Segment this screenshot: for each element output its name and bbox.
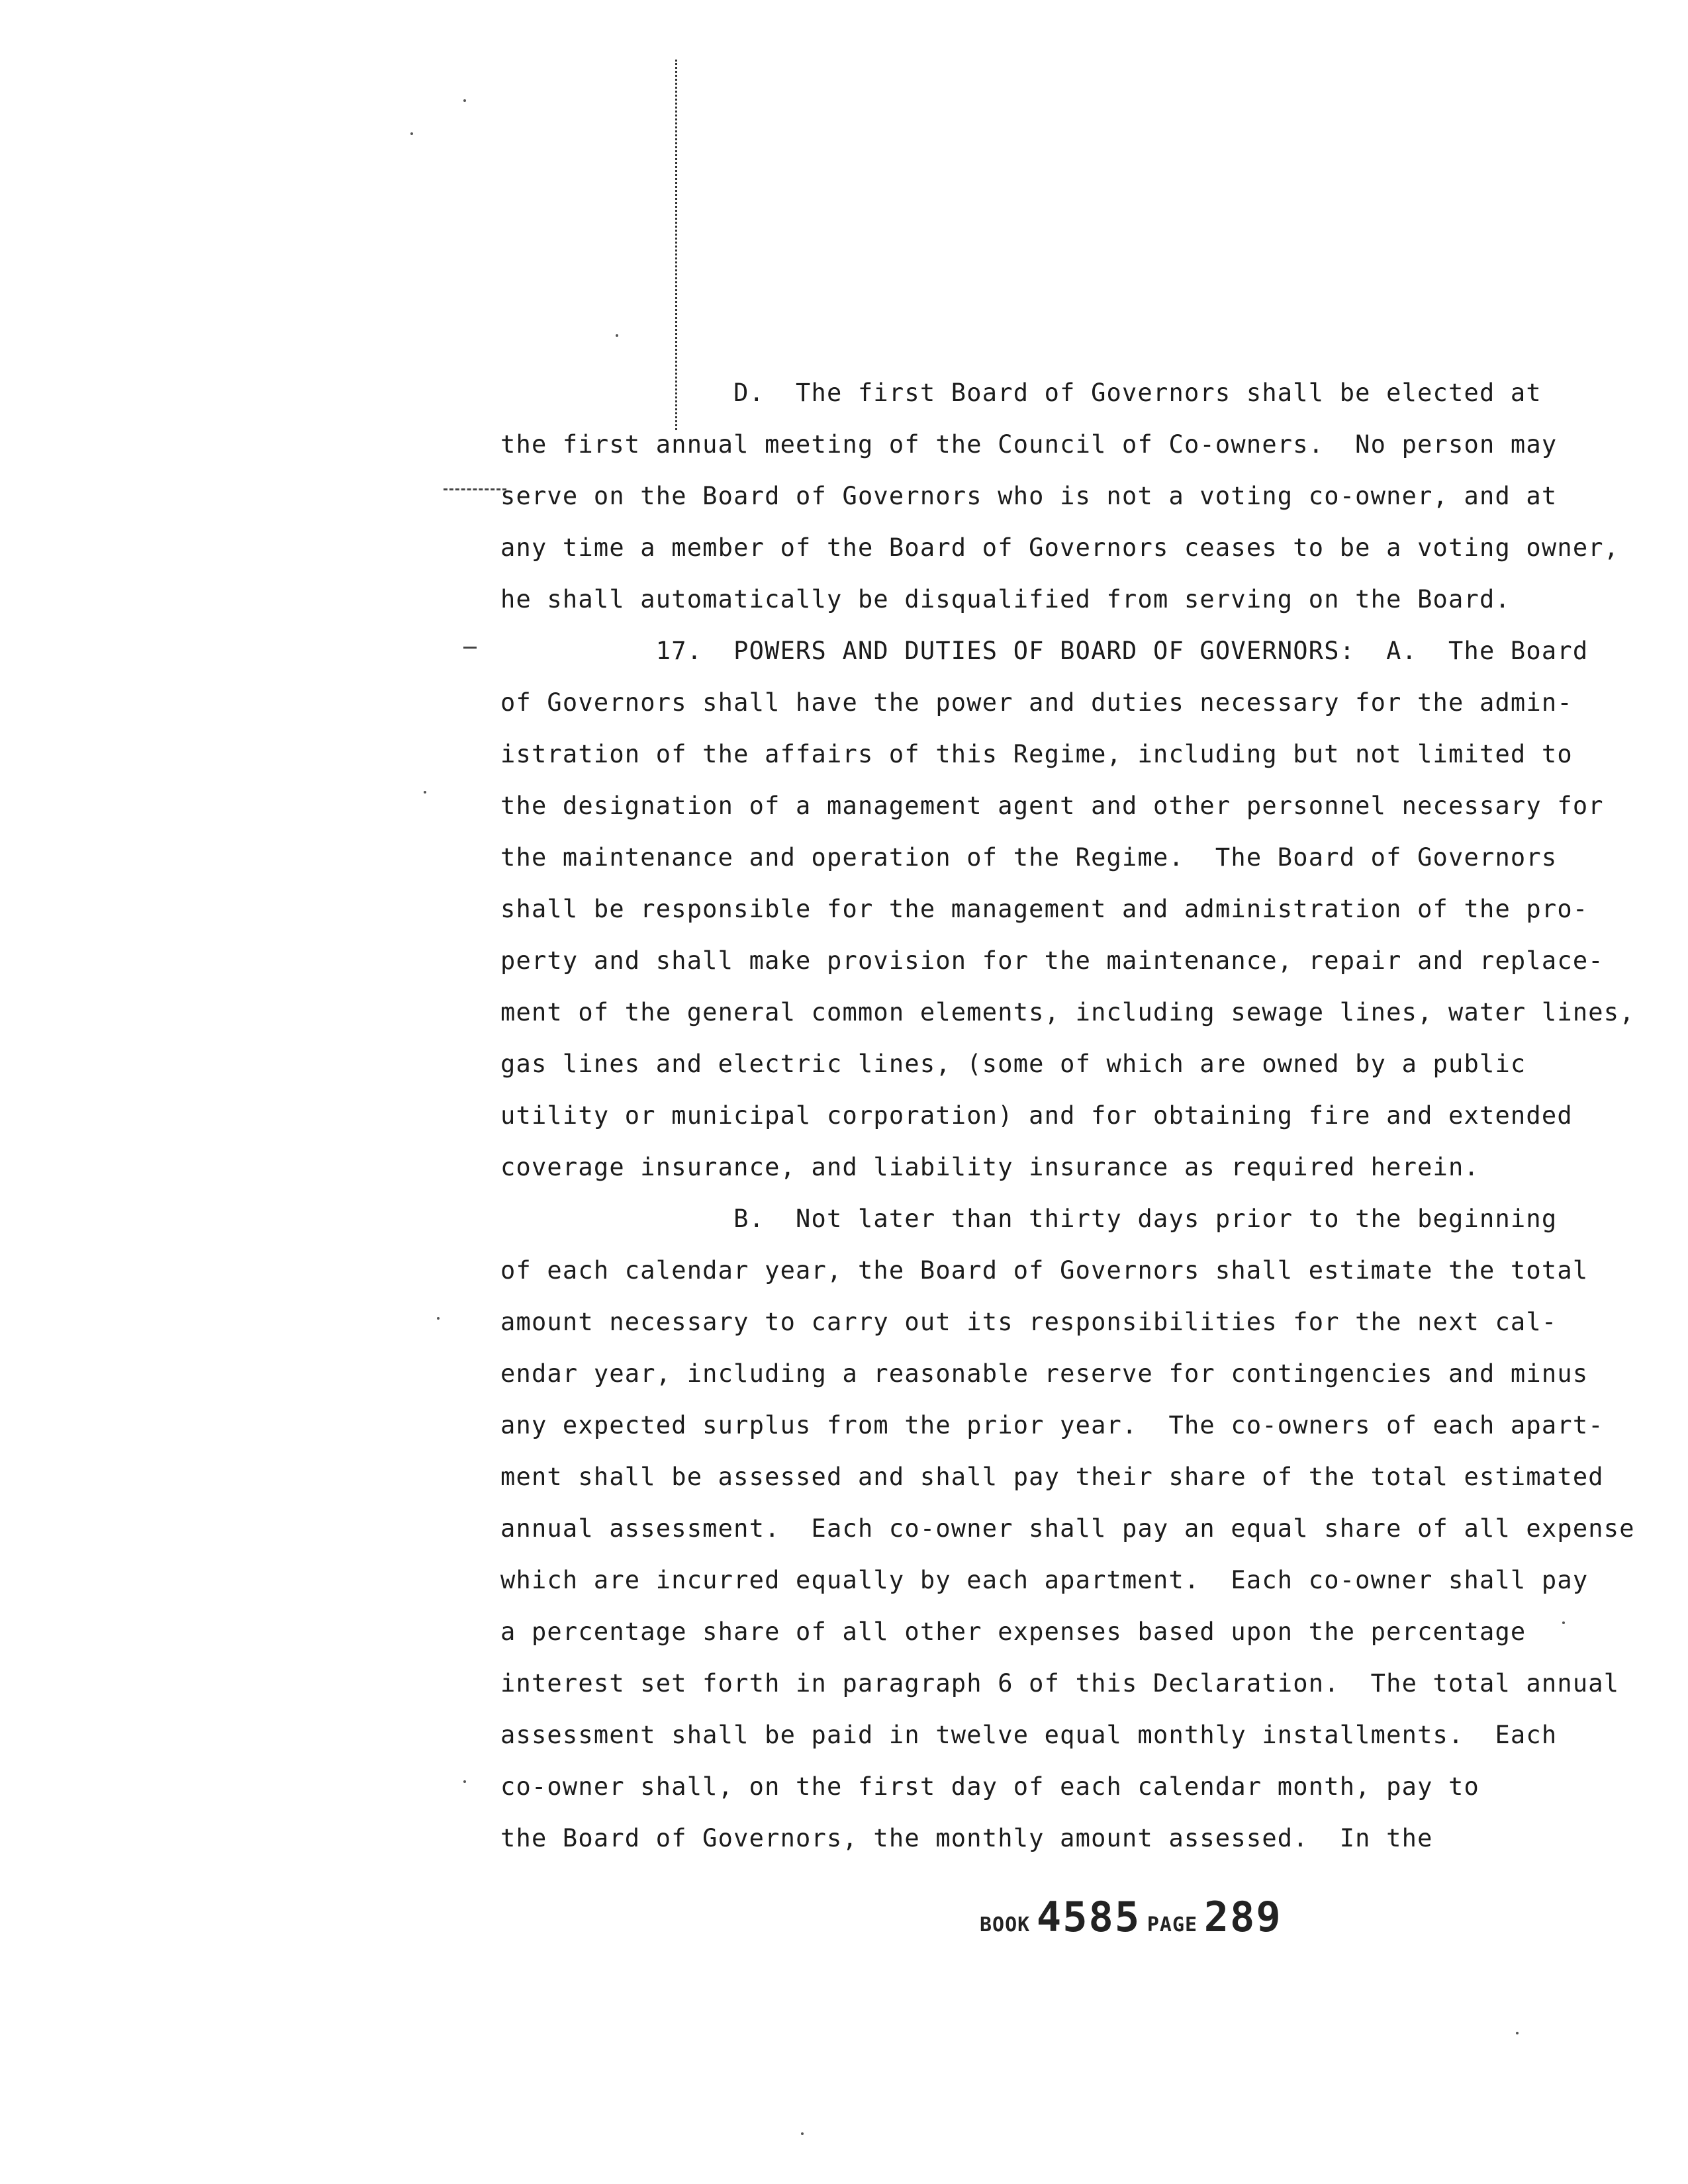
book-label: BOOK	[980, 1913, 1031, 1936]
text-line: annual assessment. Each co-owner shall pay an equal share of all expense	[500, 1514, 1635, 1543]
book-page-stamp	[980, 1893, 1282, 1941]
text-line: of each calendar year, the Board of Governors shall estimate the total	[500, 1256, 1589, 1285]
scan-speck	[463, 1780, 466, 1783]
scan-speck	[801, 2132, 804, 2135]
text-line: amount necessary to carry out its responsibilities for the next cal-	[500, 1308, 1558, 1336]
text-line: endar year, including a reasonable reserve for contingencies and minus	[500, 1359, 1589, 1388]
book-number: 4585	[1036, 1893, 1141, 1941]
text-line: B. Not later than thirty days prior to the beginning	[500, 1205, 1558, 1233]
text-line: the maintenance and operation of the Regime. The Board of Governors	[500, 843, 1558, 872]
text-line: gas lines and electric lines, (some of which are owned by a public	[500, 1050, 1526, 1078]
margin-tick-mark	[463, 647, 477, 649]
text-line: utility or municipal corporation) and for obtaining fire and extended	[500, 1101, 1573, 1130]
text-line: ment shall be assessed and shall pay their share of the total estimated	[500, 1463, 1604, 1491]
text-line: perty and shall make provision for the maintenance, repair and replace-	[500, 946, 1604, 975]
scan-speck	[410, 132, 413, 135]
scan-speck	[437, 1317, 440, 1320]
scan-speck	[1516, 2032, 1519, 2034]
text-line: the Board of Governors, the monthly amount assessed. In the	[500, 1824, 1433, 1852]
text-line: interest set forth in paragraph 6 of this Declaration. The total annual	[500, 1669, 1620, 1698]
scan-speck	[463, 99, 466, 102]
document-body	[500, 367, 1639, 1864]
text-line: ment of the general common elements, including sewage lines, water lines,	[500, 998, 1635, 1026]
section-heading-line: 17. POWERS AND DUTIES OF BOARD OF GOVERNORS: A. The Board	[500, 637, 1589, 665]
text-line: serve on the Board of Governors who is not a voting co-owner, and at	[500, 482, 1558, 510]
text-line: assessment shall be paid in twelve equal monthly installments. Each	[500, 1721, 1558, 1749]
scan-speck	[616, 334, 618, 337]
text-line: which are incurred equally by each apartment. Each co-owner shall pay	[500, 1566, 1589, 1594]
text-line: he shall automatically be disqualified from serving on the Board.	[500, 585, 1511, 614]
text-line: a percentage share of all other expenses based upon the percentage	[500, 1617, 1526, 1646]
text-line: co-owner shall, on the first day of each calendar month, pay to	[500, 1772, 1479, 1801]
text-line: the first annual meeting of the Council of Co-owners. No person may	[500, 430, 1558, 459]
text-line: D. The first Board of Governors shall be elected at	[500, 379, 1542, 407]
scan-speck	[424, 791, 426, 794]
scan-speck	[1562, 1621, 1565, 1624]
text-line: shall be responsible for the management and administration of the pro-	[500, 895, 1589, 923]
text-line: istration of the affairs of this Regime, including but not limited to	[500, 740, 1573, 768]
page-number: 289	[1203, 1893, 1282, 1941]
page-label: PAGE	[1147, 1913, 1198, 1936]
text-line: any expected surplus from the prior year. The co-owners of each apart-	[500, 1411, 1604, 1439]
text-line: the designation of a management agent and other personnel necessary for	[500, 792, 1604, 820]
margin-dash-mark	[444, 488, 506, 490]
text-line: any time a member of the Board of Governors ceases to be a voting owner,	[500, 533, 1620, 562]
text-line: coverage insurance, and liability insurance as required herein.	[500, 1153, 1479, 1181]
text-line: of Governors shall have the power and duties necessary for the admin-	[500, 688, 1573, 717]
